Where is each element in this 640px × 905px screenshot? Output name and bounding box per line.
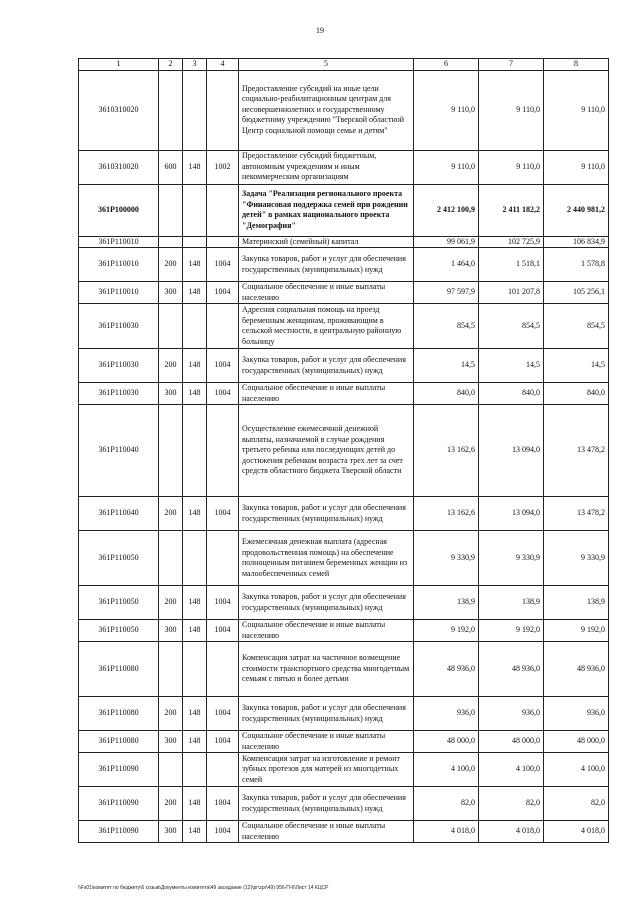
amount-year1-cell: 9 110,0	[414, 70, 479, 150]
amount-year2-cell: 9 192,0	[479, 620, 544, 642]
amount-year3-cell: 854,5	[544, 304, 609, 349]
department-code-cell	[183, 753, 207, 787]
expense-type-cell	[159, 753, 183, 787]
amount-year2-cell: 4 018,0	[479, 821, 544, 843]
amount-year1-cell: 9 192,0	[414, 620, 479, 642]
amount-year1-cell: 97 597,9	[414, 282, 479, 304]
amount-year2-cell: 9 330,9	[479, 531, 544, 586]
amount-year3-cell: 936,0	[544, 697, 609, 731]
expense-type-cell: 300	[159, 821, 183, 843]
header-cell: 2	[159, 59, 183, 71]
section-code-cell	[207, 70, 239, 150]
description-cell: Адресная социальная помощь на проезд беременным женщинам, проживающим в сельской местности, в центральную районную больницу	[239, 304, 414, 349]
header-cell: 5	[239, 59, 414, 71]
amount-year1-cell: 13 162,6	[414, 497, 479, 531]
amount-year3-cell: 106 834,9	[544, 236, 609, 248]
description-cell: Закупка товаров, работ и услуг для обеспечения государственных (муниципальных) нужд	[239, 697, 414, 731]
description-cell: Социальное обеспечение и иные выплаты населению	[239, 731, 414, 753]
expense-type-cell: 300	[159, 282, 183, 304]
table-row	[79, 383, 609, 405]
amount-year3-cell: 840,0	[544, 383, 609, 405]
table-row	[79, 184, 609, 236]
header-cell: 8	[544, 59, 609, 71]
expense-type-cell	[159, 184, 183, 236]
amount-year2-cell: 138,9	[479, 586, 544, 620]
amount-year2-cell: 9 110,0	[479, 150, 544, 184]
budget-code-cell: 361P110080	[79, 697, 159, 731]
table-row	[79, 821, 609, 843]
amount-year3-cell: 9 192,0	[544, 620, 609, 642]
table-row	[79, 586, 609, 620]
expense-type-cell: 300	[159, 620, 183, 642]
description-cell: Ежемесячная денежная выплата (адресная продовольственная помощь) на обеспечение полноценным питанием беременных женщин из малообеспеченных семей	[239, 531, 414, 586]
amount-year3-cell: 9 110,0	[544, 70, 609, 150]
section-code-cell	[207, 753, 239, 787]
budget-table	[78, 58, 609, 843]
amount-year2-cell: 936,0	[479, 697, 544, 731]
section-code-cell: 1004	[207, 349, 239, 383]
amount-year2-cell: 102 725,9	[479, 236, 544, 248]
table-row	[79, 150, 609, 184]
amount-year1-cell: 99 061,9	[414, 236, 479, 248]
expense-type-cell: 200	[159, 349, 183, 383]
budget-code-cell: 361P110030	[79, 349, 159, 383]
department-code-cell: 148	[183, 383, 207, 405]
department-code-cell	[183, 405, 207, 497]
section-code-cell: 1004	[207, 620, 239, 642]
department-code-cell	[183, 184, 207, 236]
header-cell: 4	[207, 59, 239, 71]
amount-year2-cell: 9 110,0	[479, 70, 544, 150]
amount-year3-cell: 14,5	[544, 349, 609, 383]
section-code-cell: 1004	[207, 282, 239, 304]
budget-code-cell: 361P110040	[79, 405, 159, 497]
budget-code-cell: 361P110010	[79, 282, 159, 304]
department-code-cell: 148	[183, 586, 207, 620]
section-code-cell	[207, 642, 239, 697]
table-row	[79, 70, 609, 150]
amount-year2-cell: 48 936,0	[479, 642, 544, 697]
department-code-cell: 148	[183, 620, 207, 642]
table-row	[79, 349, 609, 383]
amount-year2-cell: 48 000,0	[479, 731, 544, 753]
description-cell: Компенсация затрат на изготовление и ремонт зубных протезов для матерей из многодетных семей	[239, 753, 414, 787]
budget-code-cell: 361P110080	[79, 642, 159, 697]
section-code-cell: 1004	[207, 586, 239, 620]
description-cell: Социальное обеспечение и иные выплаты населению	[239, 282, 414, 304]
amount-year3-cell: 4 100,0	[544, 753, 609, 787]
table-header-row	[79, 59, 609, 71]
department-code-cell	[183, 304, 207, 349]
budget-code-cell: 361P110010	[79, 236, 159, 248]
section-code-cell: 1004	[207, 383, 239, 405]
table-row	[79, 304, 609, 349]
budget-code-cell: 361P110010	[79, 248, 159, 282]
section-code-cell	[207, 304, 239, 349]
amount-year1-cell: 14,5	[414, 349, 479, 383]
table-row	[79, 531, 609, 586]
department-code-cell: 148	[183, 282, 207, 304]
description-cell: Материнский (семейный) капитал	[239, 236, 414, 248]
expense-type-cell: 600	[159, 150, 183, 184]
amount-year1-cell: 854,5	[414, 304, 479, 349]
page-number: 19	[316, 26, 324, 35]
budget-code-cell: 3610310020	[79, 150, 159, 184]
expense-type-cell: 200	[159, 497, 183, 531]
section-code-cell: 1004	[207, 821, 239, 843]
table-row	[79, 753, 609, 787]
table-row	[79, 620, 609, 642]
amount-year2-cell: 82,0	[479, 787, 544, 821]
amount-year3-cell: 1 578,8	[544, 248, 609, 282]
amount-year3-cell: 13 478,2	[544, 405, 609, 497]
section-code-cell	[207, 184, 239, 236]
expense-type-cell	[159, 531, 183, 586]
amount-year2-cell: 840,0	[479, 383, 544, 405]
description-cell: Закупка товаров, работ и услуг для обеспечения государственных (муниципальных) нужд	[239, 248, 414, 282]
budget-code-cell: 361P110090	[79, 821, 159, 843]
amount-year1-cell: 48 000,0	[414, 731, 479, 753]
budget-code-cell: 3610310020	[79, 70, 159, 150]
budget-code-cell: 361P110090	[79, 787, 159, 821]
table-row	[79, 787, 609, 821]
department-code-cell	[183, 236, 207, 248]
department-code-cell	[183, 642, 207, 697]
file-path-footer: \\Fs01\комитет по бюджету\6 созыв\Документы комитета\49 заседание (12)\pr\zpr\49) 956-П-6\Лист 14 КЦСР	[78, 885, 329, 891]
budget-code-cell: 361P110050	[79, 586, 159, 620]
table-row	[79, 697, 609, 731]
amount-year1-cell: 13 162,6	[414, 405, 479, 497]
description-cell: Закупка товаров, работ и услуг для обеспечения государственных (муниципальных) нужд	[239, 349, 414, 383]
table-row	[79, 731, 609, 753]
section-code-cell: 1002	[207, 150, 239, 184]
department-code-cell: 148	[183, 349, 207, 383]
expense-type-cell	[159, 304, 183, 349]
expense-type-cell: 200	[159, 586, 183, 620]
description-cell: Закупка товаров, работ и услуг для обеспечения государственных (муниципальных) нужд	[239, 497, 414, 531]
amount-year1-cell: 2 412 100,9	[414, 184, 479, 236]
section-code-cell: 1004	[207, 697, 239, 731]
amount-year1-cell: 4 018,0	[414, 821, 479, 843]
amount-year3-cell: 105 256,1	[544, 282, 609, 304]
amount-year2-cell: 1 518,1	[479, 248, 544, 282]
budget-code-cell: 361P110030	[79, 383, 159, 405]
budget-code-cell: 361P110040	[79, 497, 159, 531]
header-cell: 7	[479, 59, 544, 71]
expense-type-cell	[159, 642, 183, 697]
amount-year1-cell: 9 110,0	[414, 150, 479, 184]
amount-year2-cell: 854,5	[479, 304, 544, 349]
department-code-cell: 148	[183, 697, 207, 731]
amount-year2-cell: 2 411 182,2	[479, 184, 544, 236]
header-cell: 6	[414, 59, 479, 71]
amount-year2-cell: 4 100,0	[479, 753, 544, 787]
amount-year2-cell: 14,5	[479, 349, 544, 383]
amount-year3-cell: 48 000,0	[544, 731, 609, 753]
section-code-cell	[207, 236, 239, 248]
description-cell: Закупка товаров, работ и услуг для обеспечения государственных (муниципальных) нужд	[239, 787, 414, 821]
description-cell: Предоставление субсидий бюджетным, автономным учреждениям и иным некоммерческим организациям	[239, 150, 414, 184]
expense-type-cell	[159, 405, 183, 497]
amount-year3-cell: 9 330,9	[544, 531, 609, 586]
department-code-cell: 148	[183, 787, 207, 821]
section-code-cell: 1004	[207, 787, 239, 821]
department-code-cell	[183, 70, 207, 150]
table-row	[79, 497, 609, 531]
section-code-cell: 1004	[207, 731, 239, 753]
section-code-cell: 1004	[207, 248, 239, 282]
expense-type-cell	[159, 70, 183, 150]
table-row	[79, 405, 609, 497]
amount-year1-cell: 82,0	[414, 787, 479, 821]
department-code-cell: 148	[183, 821, 207, 843]
amount-year3-cell: 48 936,0	[544, 642, 609, 697]
budget-code-cell: 361P110050	[79, 620, 159, 642]
description-cell: Социальное обеспечение и иные выплаты населению	[239, 821, 414, 843]
table-row	[79, 642, 609, 697]
section-code-cell: 1004	[207, 497, 239, 531]
department-code-cell: 148	[183, 150, 207, 184]
table-row	[79, 236, 609, 248]
budget-code-cell: 361P100000	[79, 184, 159, 236]
expense-type-cell: 200	[159, 697, 183, 731]
expense-type-cell: 200	[159, 787, 183, 821]
amount-year1-cell: 840,0	[414, 383, 479, 405]
department-code-cell: 148	[183, 497, 207, 531]
description-cell: Компенсация затрат на частичное возмещение стоимости транспортного средства многодетным семьям с пятью и более детьми	[239, 642, 414, 697]
amount-year2-cell: 101 207,8	[479, 282, 544, 304]
table-row	[79, 282, 609, 304]
amount-year3-cell: 9 110,0	[544, 150, 609, 184]
expense-type-cell: 200	[159, 248, 183, 282]
expense-type-cell: 300	[159, 383, 183, 405]
department-code-cell	[183, 531, 207, 586]
amount-year1-cell: 4 100,0	[414, 753, 479, 787]
section-code-cell	[207, 531, 239, 586]
amount-year3-cell: 4 018,0	[544, 821, 609, 843]
expense-type-cell: 300	[159, 731, 183, 753]
description-cell: Закупка товаров, работ и услуг для обеспечения государственных (муниципальных) нужд	[239, 586, 414, 620]
description-cell: Осуществление ежемесячной денежной выплаты, назначаемой в случае рождения третьего ребенка или последующих детей до достижения ребенком возраста трех лет за счет средств областного бюджета Тверской области	[239, 405, 414, 497]
description-cell: Социальное обеспечение и иные выплаты населению	[239, 383, 414, 405]
description-cell: Предоставление субсидий на иные цели социально-реабилитационным центрам для несовершеннолетних и государственному бюджетному учреждению "Тверской областной Центр социальной помощи семье и детям"	[239, 70, 414, 150]
amount-year3-cell: 138,9	[544, 586, 609, 620]
amount-year3-cell: 82,0	[544, 787, 609, 821]
section-code-cell	[207, 405, 239, 497]
amount-year1-cell: 138,9	[414, 586, 479, 620]
amount-year2-cell: 13 094,0	[479, 497, 544, 531]
amount-year3-cell: 13 478,2	[544, 497, 609, 531]
table-row	[79, 248, 609, 282]
header-cell: 3	[183, 59, 207, 71]
header-cell: 1	[79, 59, 159, 71]
budget-code-cell: 361P110090	[79, 753, 159, 787]
budget-code-cell: 361P110050	[79, 531, 159, 586]
amount-year1-cell: 48 936,0	[414, 642, 479, 697]
amount-year1-cell: 9 330,9	[414, 531, 479, 586]
budget-code-cell: 361P110080	[79, 731, 159, 753]
description-cell: Социальное обеспечение и иные выплаты населению	[239, 620, 414, 642]
budget-code-cell: 361P110030	[79, 304, 159, 349]
description-cell: Задача "Реализация регионального проекта "Финансовая поддержка семей при рождении детей" в рамках национального проекта "Демография"	[239, 184, 414, 236]
amount-year1-cell: 1 464,0	[414, 248, 479, 282]
amount-year2-cell: 13 094,0	[479, 405, 544, 497]
amount-year1-cell: 936,0	[414, 697, 479, 731]
department-code-cell: 148	[183, 731, 207, 753]
amount-year3-cell: 2 440 981,2	[544, 184, 609, 236]
department-code-cell: 148	[183, 248, 207, 282]
expense-type-cell	[159, 236, 183, 248]
